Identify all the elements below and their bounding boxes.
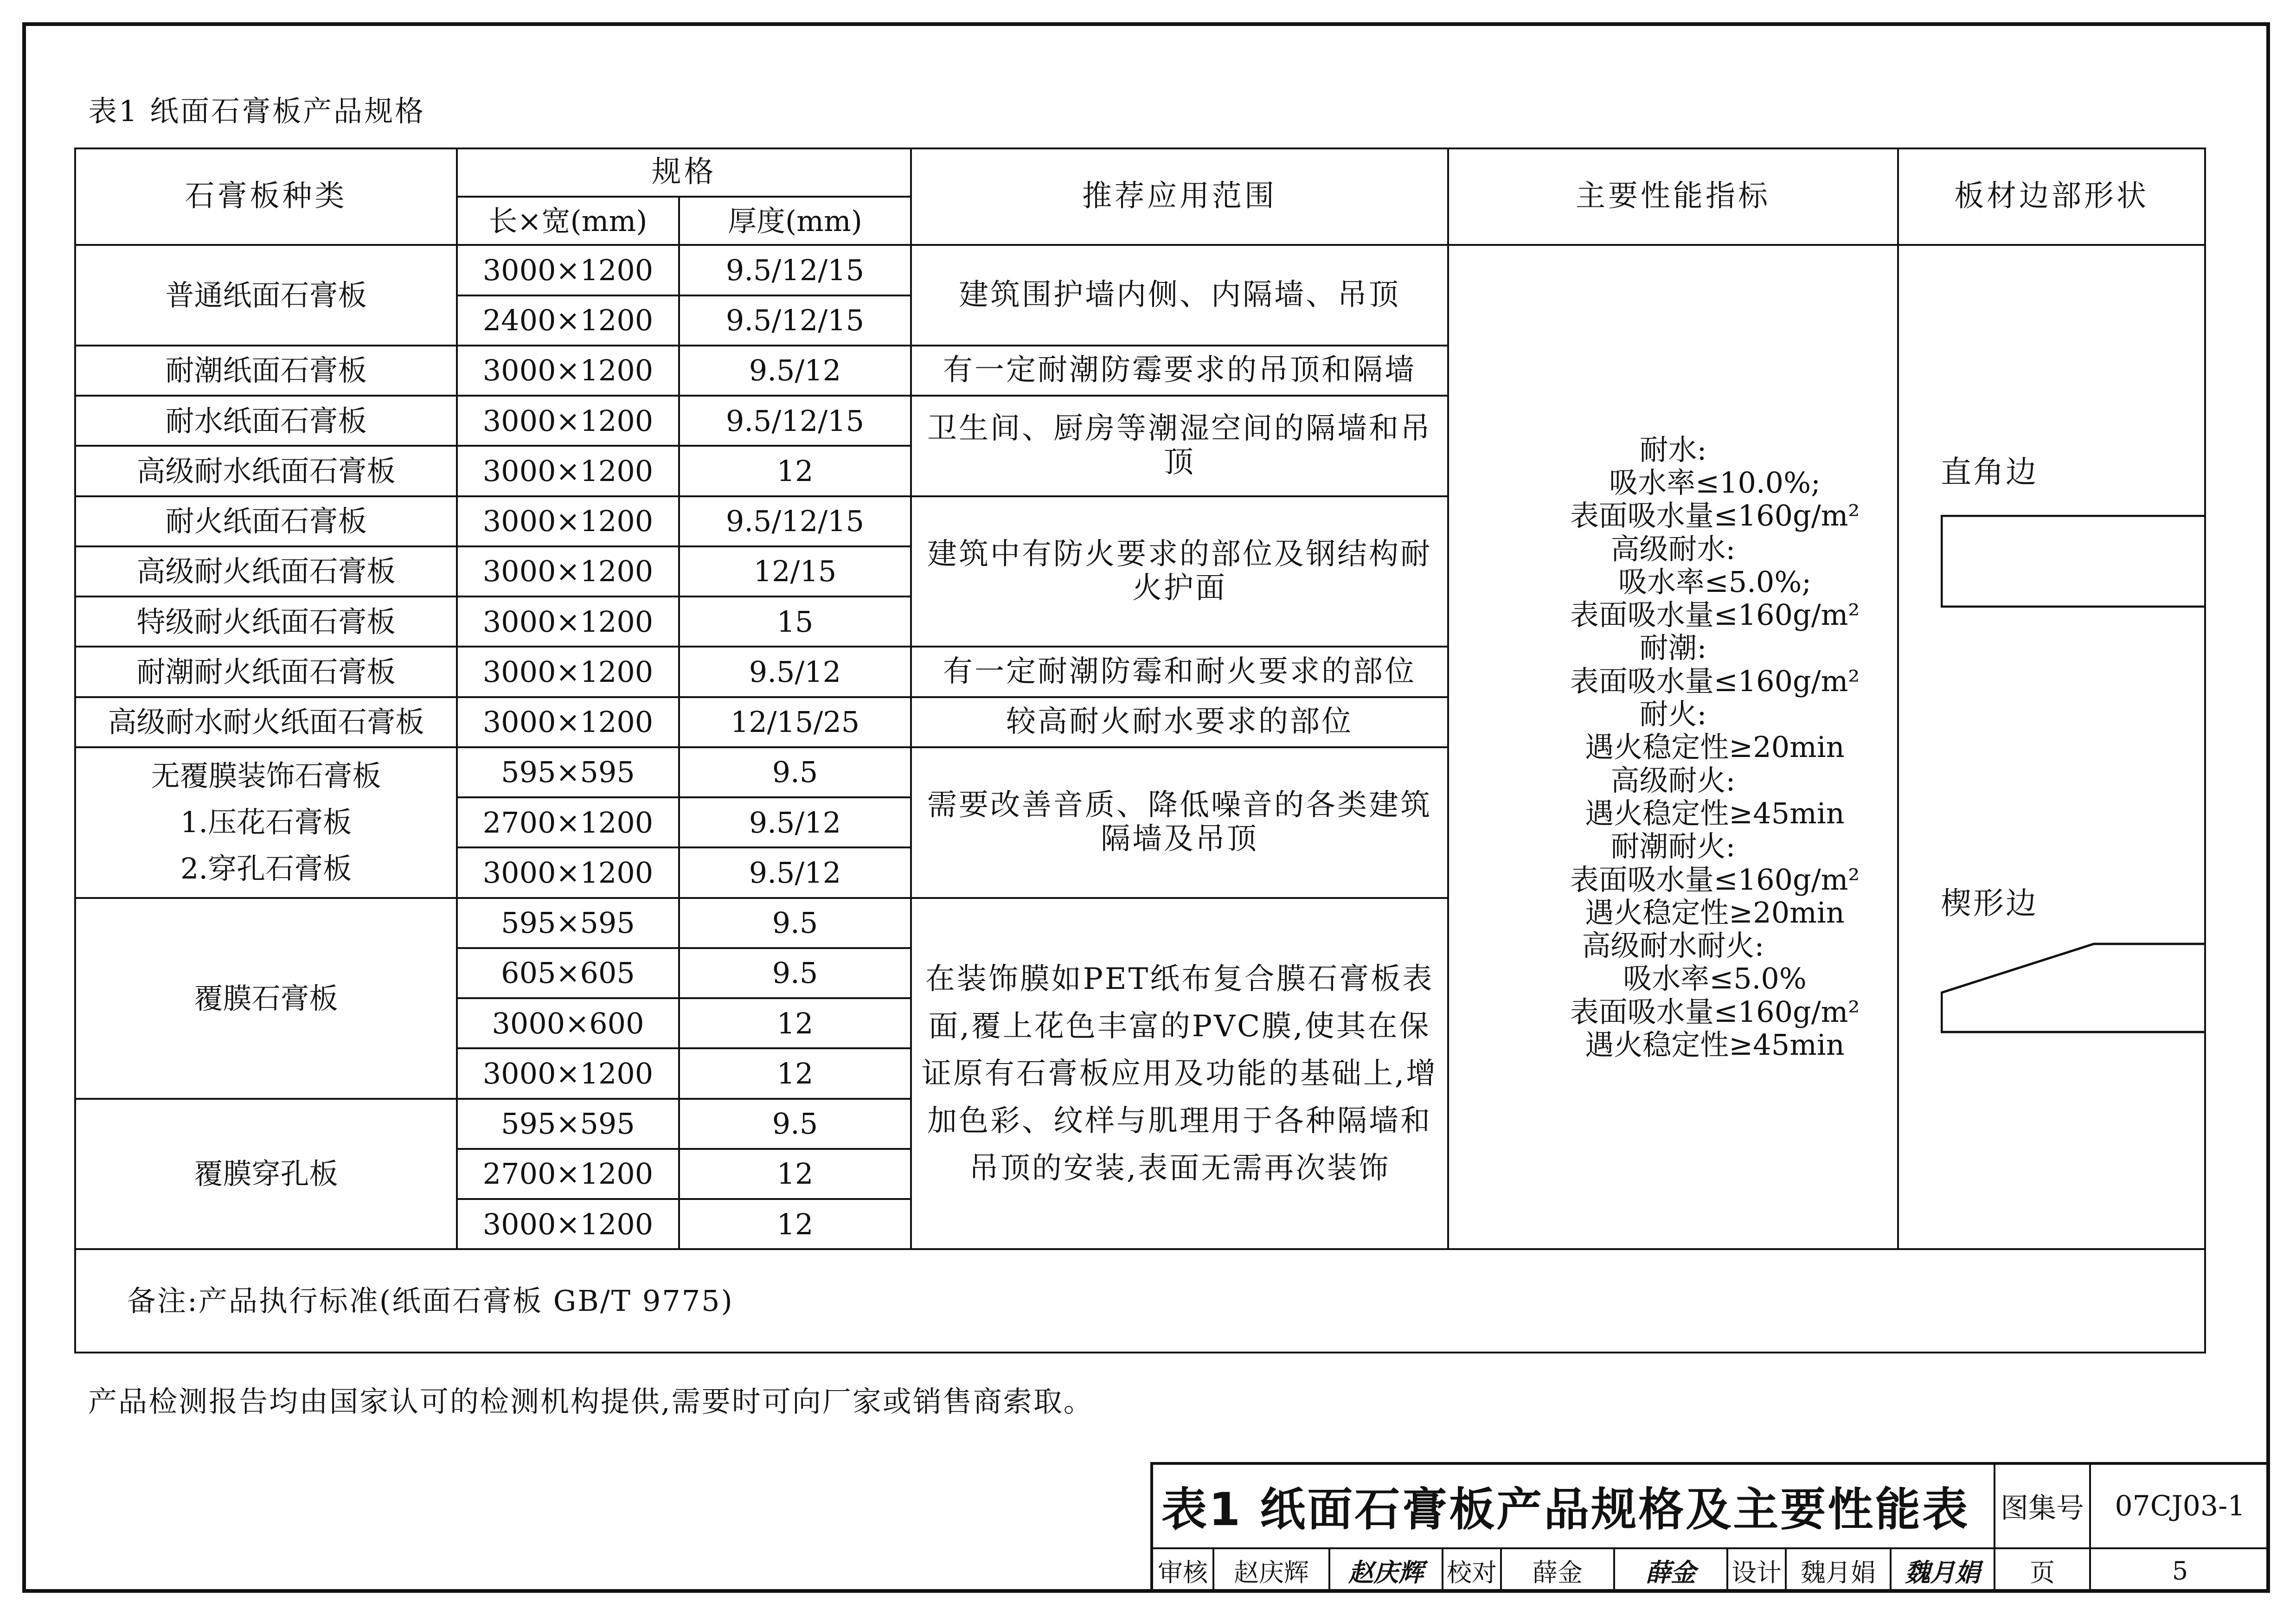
review-label: 审核 [1158, 1558, 1208, 1587]
edge-label-square: 直角边 [1941, 454, 2038, 490]
type-cell: 高级耐水纸面石膏板 [75, 446, 457, 496]
thickness-cell: 12 [679, 1149, 911, 1199]
reviewer-name: 赵庆辉 [1212, 1549, 1328, 1592]
size-cell: 3000×1200 [457, 546, 679, 596]
size-cell: 595×595 [457, 898, 679, 948]
perf-line: 高级耐火: [1610, 763, 1736, 797]
header-edge: 板材边部形状 [1898, 148, 2205, 245]
checker-signature: 薛金 [1613, 1549, 1726, 1592]
size-cell: 605×605 [457, 948, 679, 998]
type-cell: 耐水纸面石膏板 [75, 396, 457, 446]
perf-line: 高级耐水: [1610, 532, 1736, 566]
type-cell: 耐火纸面石膏板 [75, 496, 457, 546]
type-cell: 普通纸面石膏板 [75, 245, 457, 346]
table-note: 备注:产品执行标准(纸面石膏板 GB/T 9775) [75, 1249, 2205, 1353]
thickness-cell: 9.5 [679, 747, 911, 797]
performance-list [1456, 433, 1890, 1062]
header-thickness: 厚度(mm) [679, 197, 911, 245]
check-label: 校对 [1442, 1549, 1500, 1592]
footnote: 产品检测报告均由国家认可的检测机构提供,需要时可向厂家或销售商索取。 [88, 1385, 1094, 1418]
title-block [1150, 1462, 2266, 1592]
perf-line: 遇火稳定性≥20min [1585, 895, 1845, 930]
size-cell: 3000×1200 [457, 647, 679, 697]
designer-signature: 魏月娟 [1890, 1549, 1994, 1592]
application-cell: 有一定耐潮防霉和耐火要求的部位 [911, 647, 1448, 697]
edge-label-tapered: 楔形边 [1941, 885, 2038, 922]
perf-line: 遇火稳定性≥20min [1585, 730, 1845, 764]
perf-line: 吸水率≤5.0% [1623, 962, 1807, 996]
thickness-cell: 12 [679, 1199, 911, 1249]
size-cell: 3000×600 [457, 998, 679, 1048]
thickness-cell: 12/15/25 [679, 697, 911, 747]
application-cell: 较高耐火耐水要求的部位 [911, 697, 1448, 747]
perf-line: 吸水率≤5.0%; [1618, 564, 1812, 599]
thickness-cell: 9.5/12 [679, 346, 911, 396]
thickness-cell: 9.5/12/15 [679, 245, 911, 295]
perf-line: 表面吸水量≤160g/m² [1570, 598, 1860, 632]
header-spec: 规格 [457, 148, 911, 197]
thickness-cell: 12 [679, 998, 911, 1048]
thickness-cell: 9.5 [679, 1099, 911, 1149]
perf-line: 表面吸水量≤160g/m² [1570, 664, 1860, 698]
square-edge-icon [1941, 515, 2205, 608]
spec-table [74, 147, 2206, 1353]
size-cell: 3000×1200 [457, 496, 679, 546]
perf-line: 高级耐水耐火: [1582, 929, 1764, 963]
type-cell: 高级耐火纸面石膏板 [75, 546, 457, 596]
size-cell: 3000×1200 [457, 245, 679, 295]
tapered-edge-icon [1941, 942, 2205, 1034]
application-cell: 有一定耐潮防霉要求的吊顶和隔墙 [911, 346, 1448, 396]
thickness-cell: 9.5 [679, 948, 911, 998]
size-cell: 3000×1200 [457, 847, 679, 898]
application-cell: 建筑围护墙内侧、内隔墙、吊顶 [911, 245, 1448, 346]
perf-line: 耐潮: [1639, 631, 1707, 665]
thickness-cell: 12 [679, 446, 911, 496]
perf-line: 遇火稳定性≥45min [1585, 796, 1845, 830]
designer-name: 魏月娟 [1785, 1549, 1890, 1592]
perf-line: 耐水: [1639, 432, 1707, 467]
size-cell: 3000×1200 [457, 396, 679, 446]
size-cell: 3000×1200 [457, 596, 679, 647]
page-number: 5 [2089, 1549, 2269, 1592]
application-cell: 需要改善音质、降低噪音的各类建筑隔墙及吊顶 [911, 747, 1448, 898]
perf-line: 表面吸水量≤160g/m² [1570, 994, 1860, 1029]
size-cell: 2700×1200 [457, 1149, 679, 1199]
perf-line: 遇火稳定性≥45min [1585, 1027, 1845, 1062]
drawing-title: 表1 纸面石膏板产品规格及主要性能表 [1161, 1483, 1970, 1536]
edge-shape-cell [1898, 245, 2205, 1249]
size-cell: 2700×1200 [457, 797, 679, 847]
size-cell: 2400×1200 [457, 295, 679, 346]
header-type: 石膏板种类 [75, 148, 457, 245]
header-performance: 主要性能指标 [1448, 148, 1898, 245]
thickness-cell: 12/15 [679, 546, 911, 596]
thickness-cell: 12 [679, 1048, 911, 1098]
size-cell: 3000×1200 [457, 697, 679, 747]
design-label: 设计 [1726, 1549, 1785, 1592]
thickness-cell: 9.5/12/15 [679, 496, 911, 546]
checker-name: 薛金 [1500, 1549, 1613, 1592]
thickness-cell: 9.5 [679, 898, 911, 948]
type-cell: 覆膜穿孔板 [75, 1099, 457, 1250]
type-cell: 高级耐水耐火纸面石膏板 [75, 697, 457, 747]
header-application: 推荐应用范围 [911, 148, 1448, 245]
title-block-row-title [1153, 1465, 2266, 1549]
type-cell: 特级耐火纸面石膏板 [75, 596, 457, 647]
perf-line: 吸水率≤10.0%; [1609, 465, 1821, 500]
perf-line: 表面吸水量≤160g/m² [1570, 499, 1860, 533]
size-cell: 3000×1200 [457, 346, 679, 396]
type-cell: 耐潮耐火纸面石膏板 [75, 647, 457, 697]
application-cell: 卫生间、厨房等潮湿空间的隔墙和吊顶 [911, 396, 1448, 496]
thickness-cell: 9.5/12 [679, 647, 911, 697]
thickness-cell: 9.5/12 [679, 797, 911, 847]
atlas-label: 图集号 [1994, 1465, 2089, 1547]
thickness-cell: 9.5/12/15 [679, 295, 911, 346]
size-cell: 3000×1200 [457, 1048, 679, 1098]
perf-line: 耐火: [1639, 697, 1707, 731]
thickness-cell: 9.5/12 [679, 847, 911, 898]
application-cell: 建筑中有防火要求的部位及钢结构耐火护面 [911, 496, 1448, 647]
performance-cell [1448, 245, 1898, 1249]
type-cell [75, 747, 457, 898]
table-caption: 表1 纸面石膏板产品规格 [88, 94, 426, 128]
size-cell: 595×595 [457, 1099, 679, 1149]
size-cell: 3000×1200 [457, 446, 679, 496]
type-line: 2.穿孔石膏板 [180, 852, 352, 886]
perf-line: 表面吸水量≤160g/m² [1570, 862, 1860, 897]
reviewer-signature: 赵庆辉 [1328, 1549, 1442, 1592]
type-cell: 覆膜石膏板 [75, 898, 457, 1099]
type-cell: 耐潮纸面石膏板 [75, 346, 457, 396]
atlas-number: 07CJ03-1 [2089, 1465, 2269, 1547]
type-line: 1.压花石膏板 [180, 805, 352, 840]
size-cell: 3000×1200 [457, 1199, 679, 1249]
title-block-row-signatures [1153, 1549, 2266, 1592]
thickness-cell: 15 [679, 596, 911, 647]
page-label: 页 [1994, 1549, 2089, 1592]
thickness-cell: 9.5/12/15 [679, 396, 911, 446]
type-line: 无覆膜装饰石膏板 [151, 759, 381, 793]
header-size: 长×宽(mm) [457, 197, 679, 245]
size-cell: 595×595 [457, 747, 679, 797]
perf-line: 耐潮耐火: [1610, 829, 1736, 864]
application-cell: 在装饰膜如PET纸布复合膜石膏板表面,覆上花色丰富的PVC膜,使其在保证原有石膏板应用及功能的基础上,增加色彩、纹样与肌理用于各种隔墙和吊顶的安装,表面无需再次装饰 [911, 898, 1448, 1250]
